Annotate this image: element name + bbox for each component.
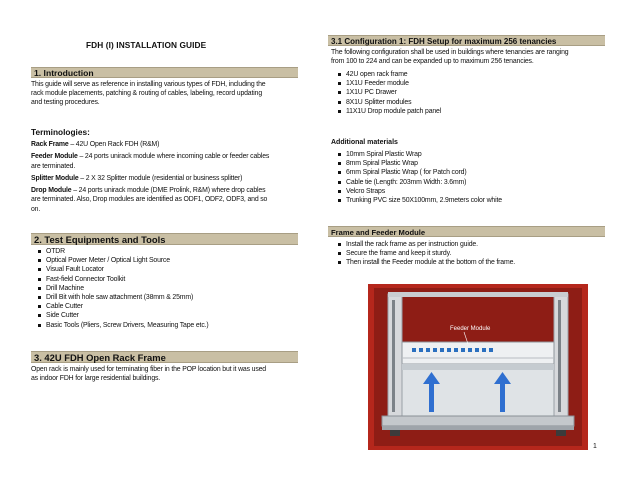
section-introduction-heading: 1. Introduction	[31, 67, 298, 78]
list-item: 1X1U PC Drawer	[335, 88, 441, 97]
list-item: Optical Power Meter / Optical Light Source	[35, 256, 209, 265]
bullet-icon	[38, 287, 41, 290]
config-items-list	[335, 70, 441, 116]
page-number: 1	[593, 443, 597, 450]
rack-line: as indoor FDH for large residential buildings.	[31, 374, 161, 382]
term-drop-module: Drop Module – 24 ports unirack module (DME Prolink, R&M) where drop cables	[31, 187, 266, 195]
list-item: Trunking PVC size 50X100mm, 2.9meters color white	[335, 196, 502, 205]
bullet-icon	[338, 162, 341, 165]
document-title: FDH (I) INSTALLATION GUIDE	[86, 40, 207, 50]
intro-line: rack module placements, patching & routing of cables, labeling, record updating	[31, 89, 262, 97]
term-line: are terminated. Also, Drop modules are identified as ODF1, ODF2, ODF3, and so	[31, 196, 268, 204]
frame-feeder-heading: Frame and Feeder Module	[328, 226, 605, 237]
list-item: 42U open rack frame	[335, 70, 441, 79]
list-item: Cable tie (Length: 203mm Width: 3.6mm)	[335, 178, 502, 187]
list-item: 6mm Spiral Plastic Wrap ( for Patch cord)	[335, 168, 502, 177]
list-item: Velcro Straps	[335, 187, 502, 196]
bullet-icon	[338, 252, 341, 255]
photo-feeder-label: Feeder Module	[450, 326, 491, 332]
term-line: on.	[31, 205, 41, 213]
section-rack-frame-heading: 3. 42U FDH Open Rack Frame	[31, 351, 298, 363]
list-item: Cable Cutter	[35, 302, 209, 311]
additional-materials-heading: Additional materials	[331, 139, 398, 146]
config-line: The following configuration shall be used in buildings where tenancies are ranging	[331, 49, 569, 56]
config-heading: 3.1 Configuration 1: FDH Setup for maximum 256 tenancies	[328, 35, 605, 46]
rack-line: Open rack is mainly used for terminating fiber in the POP location but it was used	[31, 366, 266, 373]
list-item: Basic Tools (Pliers, Screw Drivers, Measuring Tape etc.)	[35, 321, 209, 330]
bullet-icon	[38, 259, 41, 262]
list-item: 11X1U Drop module patch panel	[335, 107, 441, 116]
bullet-icon	[338, 101, 341, 104]
terminologies-heading: Terminologies:	[31, 127, 90, 137]
list-item: Visual Fault Locator	[35, 265, 209, 274]
bullet-icon	[38, 305, 41, 308]
config-line: from 100 to 224 and can be expanded up to maximum 256 tenancies.	[331, 57, 534, 65]
bullet-icon	[38, 250, 41, 253]
bullet-icon	[38, 268, 41, 271]
bullet-icon	[338, 171, 341, 174]
list-item: OTDR	[35, 247, 209, 256]
list-item: 8mm Spiral Plastic Wrap	[335, 159, 502, 168]
frame-steps-list	[335, 240, 515, 268]
tools-list	[35, 247, 209, 330]
bullet-icon	[338, 181, 341, 184]
intro-line: and testing procedures.	[31, 98, 100, 106]
list-item: Fast-field Connector Toolkit	[35, 275, 209, 284]
list-item: Side Cutter	[35, 311, 209, 320]
term-rack-frame: Rack Frame – 42U Open Rack FDH (R&M)	[31, 141, 160, 148]
list-item: Install the rack frame as per instruction guide.	[335, 240, 515, 249]
list-item: 8X1U Splitter modules	[335, 98, 441, 107]
config-paragraph	[331, 49, 609, 67]
list-item: Secure the frame and keep it sturdy.	[335, 249, 515, 258]
bullet-icon	[338, 153, 341, 156]
bullet-icon	[338, 243, 341, 246]
list-item: Drill Bit with hole saw attachment (38mm & 25mm)	[35, 293, 209, 302]
bullet-icon	[338, 82, 341, 85]
bullet-icon	[338, 261, 341, 264]
introduction-paragraph	[31, 81, 303, 108]
bullet-icon	[338, 110, 341, 113]
section-tools-heading: 2. Test Equipments and Tools	[31, 233, 298, 245]
list-item: Then install the Feeder module at the bottom of the frame.	[335, 258, 515, 267]
bullet-icon	[38, 314, 41, 317]
bullet-icon	[38, 296, 41, 299]
bullet-icon	[38, 278, 41, 281]
term-splitter-module: Splitter Module – 2 X 32 Splitter module (residential or business splitter)	[31, 174, 243, 182]
materials-list	[335, 150, 502, 205]
list-item: 10mm Spiral Plastic Wrap	[335, 150, 502, 159]
list-item: 1X1U Feeder module	[335, 79, 441, 88]
bullet-icon	[338, 190, 341, 193]
list-item: Drill Machine	[35, 284, 209, 293]
intro-line: This guide will serve as reference in installing various types of FDH, including the	[31, 81, 266, 88]
bullet-icon	[338, 73, 341, 76]
term-line: are terminated.	[31, 162, 76, 170]
rack-frame-paragraph	[31, 366, 303, 384]
term-feeder-module: Feeder Module – 24 ports unirack module where incoming cable or feeder cables	[31, 153, 270, 161]
bullet-icon	[338, 199, 341, 202]
bullet-icon	[338, 91, 341, 94]
bullet-icon	[38, 324, 41, 327]
terminologies-list	[31, 140, 303, 214]
rack-frame-photo	[368, 284, 588, 450]
